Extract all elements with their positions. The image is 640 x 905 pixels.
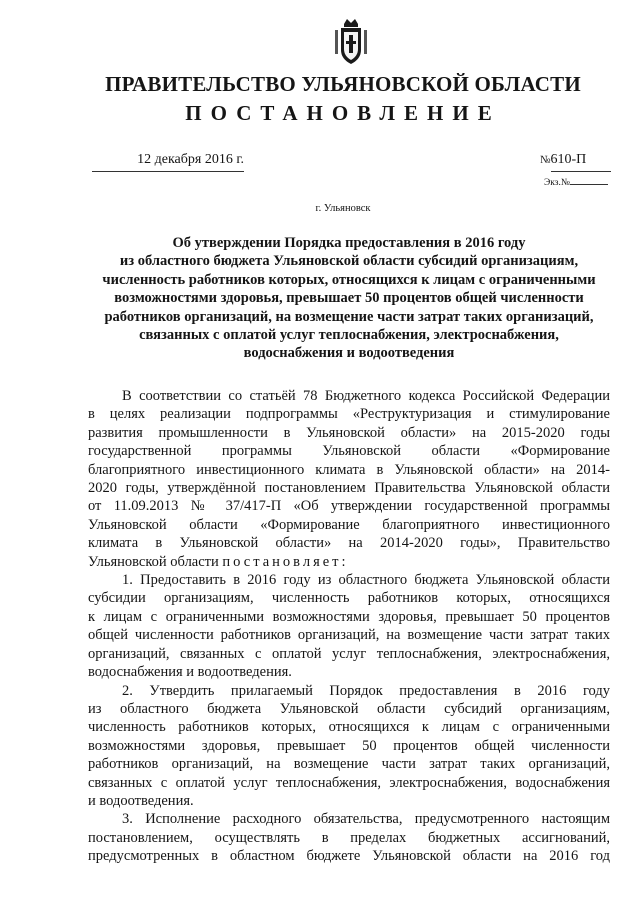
text-line: 1. Предоставить в 2016 году из областного бюджета Ульяновской области bbox=[122, 572, 610, 589]
text-line: от 11.09.2013 № 37/417-П «Об утверждении государственной программы bbox=[88, 498, 610, 515]
copy-label: Экз.№ bbox=[544, 178, 570, 188]
subject-line: водоснабжения и водоотведения bbox=[243, 345, 455, 362]
copy-number bbox=[544, 178, 608, 188]
text-line: 3. Исполнение расходного обязательства, предусмотренного настоящим bbox=[122, 811, 610, 828]
preamble-paragraph bbox=[88, 387, 610, 571]
document-number bbox=[540, 152, 611, 172]
text-line: Ульяновской области «Формирование благоприятного инвестиционного bbox=[88, 516, 610, 533]
item-2-paragraph bbox=[88, 682, 610, 811]
text-line: 2020 годы, утверждённой постановлением Правительства Ульяновской области bbox=[88, 480, 610, 497]
text-line: государственной программы Ульяновской области «Формирование bbox=[88, 443, 610, 460]
subject-line: численность работников которых, относящихся к лицам с ограниченными bbox=[102, 271, 596, 288]
text-line: благоприятного инвестиционного климата в Ульяновской области» на 2014- bbox=[88, 461, 610, 478]
text-line: организаций, связанных с оплатой услуг теплоснабжения, электроснабжения, bbox=[88, 645, 610, 662]
item-1-paragraph bbox=[88, 571, 610, 681]
text-line: связанных с оплатой услуг теплоснабжения, электроснабжения, водоснабжения bbox=[88, 774, 610, 791]
number-value: 610-П bbox=[551, 152, 611, 172]
text-line: субсидии организациям, численность работников которых, относящихся bbox=[88, 590, 610, 607]
subject-line: связанных с оплатой услуг теплоснабжения, электроснабжения, bbox=[139, 327, 559, 344]
ulyanovsk-coat-of-arms-icon bbox=[332, 16, 370, 66]
text-line: водоснабжения и водоотведения. bbox=[88, 664, 292, 681]
subject-line: из областного бюджета Ульяновской области субсидий организациям, bbox=[119, 253, 579, 270]
subject-line: возможностями здоровья, превышает 50 процентов общей численности bbox=[114, 290, 584, 307]
text-line: В соответствии со статьёй 78 Бюджетного кодекса Российской Федерации bbox=[122, 388, 610, 404]
text-line: в целях реализации подпрограммы «Реструктуризация и стимулирование bbox=[88, 406, 610, 423]
text-line: возможностями здоровья, превышает 50 процентов общей численности bbox=[88, 737, 610, 754]
text-line: развития промышленности в Ульяновской области» на 2015-2020 годы bbox=[88, 424, 610, 441]
text-line: климата в Ульяновской области» на 2014-2020 годы», Правительство bbox=[88, 535, 610, 552]
government-title: ПРАВИТЕЛЬСТВО УЛЬЯНОВСКОЙ ОБЛАСТИ bbox=[105, 72, 581, 96]
text-line: работников организаций, на возмещение части затрат таких организаций, bbox=[88, 756, 610, 773]
preamble-final-prefix: Ульяновской области bbox=[88, 553, 223, 570]
text-line: численность работников которых, относящихся к лицам с ограниченными bbox=[88, 719, 610, 736]
text-line: общей численности работников организаций, на возмещение части затрат таких bbox=[88, 627, 610, 644]
city-name: г. Ульяновск bbox=[315, 203, 371, 214]
number-sign: № bbox=[540, 154, 551, 166]
text-line: 2. Утвердить прилагаемый Порядок предоставления в 2016 году bbox=[122, 682, 610, 699]
text-line: предусмотренных в областном бюджете Ульяновской области на 2016 год bbox=[88, 848, 610, 865]
text-line: из областного бюджета Ульяновской области субсидий организациям, bbox=[88, 700, 610, 717]
copy-number-blank bbox=[570, 184, 608, 185]
text-line: к лицам с ограниченными возможностями здоровья, превышает 50 процентов bbox=[88, 608, 610, 625]
item-3-paragraph bbox=[88, 810, 610, 865]
resolves-word: постановляет: bbox=[222, 553, 349, 570]
subject-line: работников организаций, на возмещение части затрат таких организаций, bbox=[104, 308, 594, 325]
document-type-title: ПОСТАНОВЛЕНИЕ bbox=[185, 101, 501, 125]
text-line: и водоотведения. bbox=[88, 792, 194, 809]
subject-line: Об утверждении Порядка предоставления в 2016 году bbox=[172, 235, 526, 251]
text-line bbox=[88, 553, 610, 571]
document-date: 12 декабря 2016 г. bbox=[92, 152, 244, 172]
document-subject bbox=[88, 234, 610, 363]
text-line: постановлением, осуществлять в пределах бюджетных ассигнований, bbox=[88, 829, 610, 846]
document-body bbox=[88, 387, 610, 866]
